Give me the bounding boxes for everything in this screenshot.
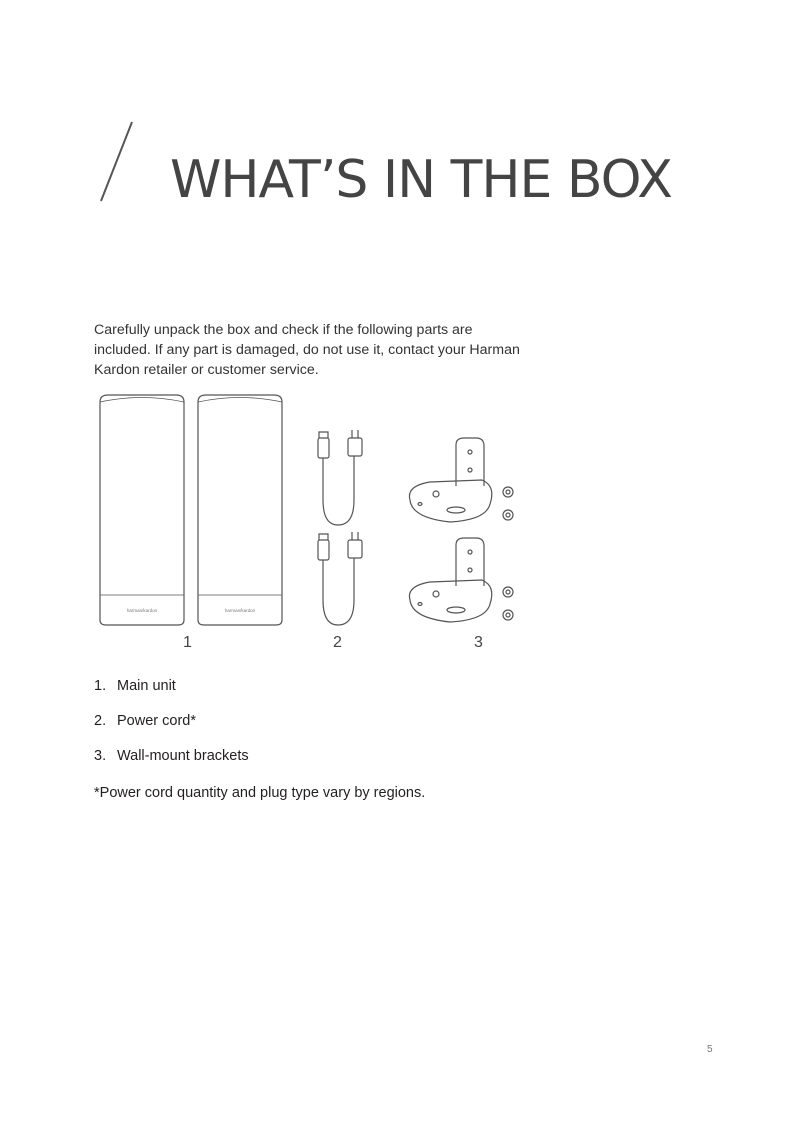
figure-label-1: 1 [183,634,192,651]
list-item-label: Wall-mount brackets [117,748,249,764]
list-item [94,713,249,748]
contents-list [94,678,249,783]
speaker-unit-right [198,395,282,625]
list-item-label: Power cord* [117,713,196,729]
wall-mount-bracket-2 [409,538,513,622]
intro-paragraph: Carefully unpack the box and check if the following parts are included. If any part is damaged, do not use it, contact your Harman Kardon retailer or customer service. [94,322,520,378]
speaker-brand-right: harman/kardon [224,608,256,613]
speaker-brand-left: harman/kardon [126,608,158,613]
power-cord-2 [318,532,362,625]
figure-label-2: 2 [333,634,342,651]
page-number: 5 [707,1044,713,1055]
list-item-number: 2. [94,713,107,729]
list-item [94,678,249,713]
power-cord-1 [318,430,362,525]
wall-mount-bracket-1 [409,438,513,522]
title-slash-decoration [98,120,138,204]
list-item [94,748,249,783]
list-item-number: 3. [94,748,107,764]
speaker-unit-left [100,395,184,625]
footnote: *Power cord quantity and plug type vary by regions. [94,785,426,801]
figure-label-3: 3 [474,634,483,651]
page-title: WHAT’S IN THE BOX [170,150,672,210]
box-contents-illustration [90,390,530,635]
list-item-label: Main unit [117,678,176,694]
list-item-number: 1. [94,678,107,694]
